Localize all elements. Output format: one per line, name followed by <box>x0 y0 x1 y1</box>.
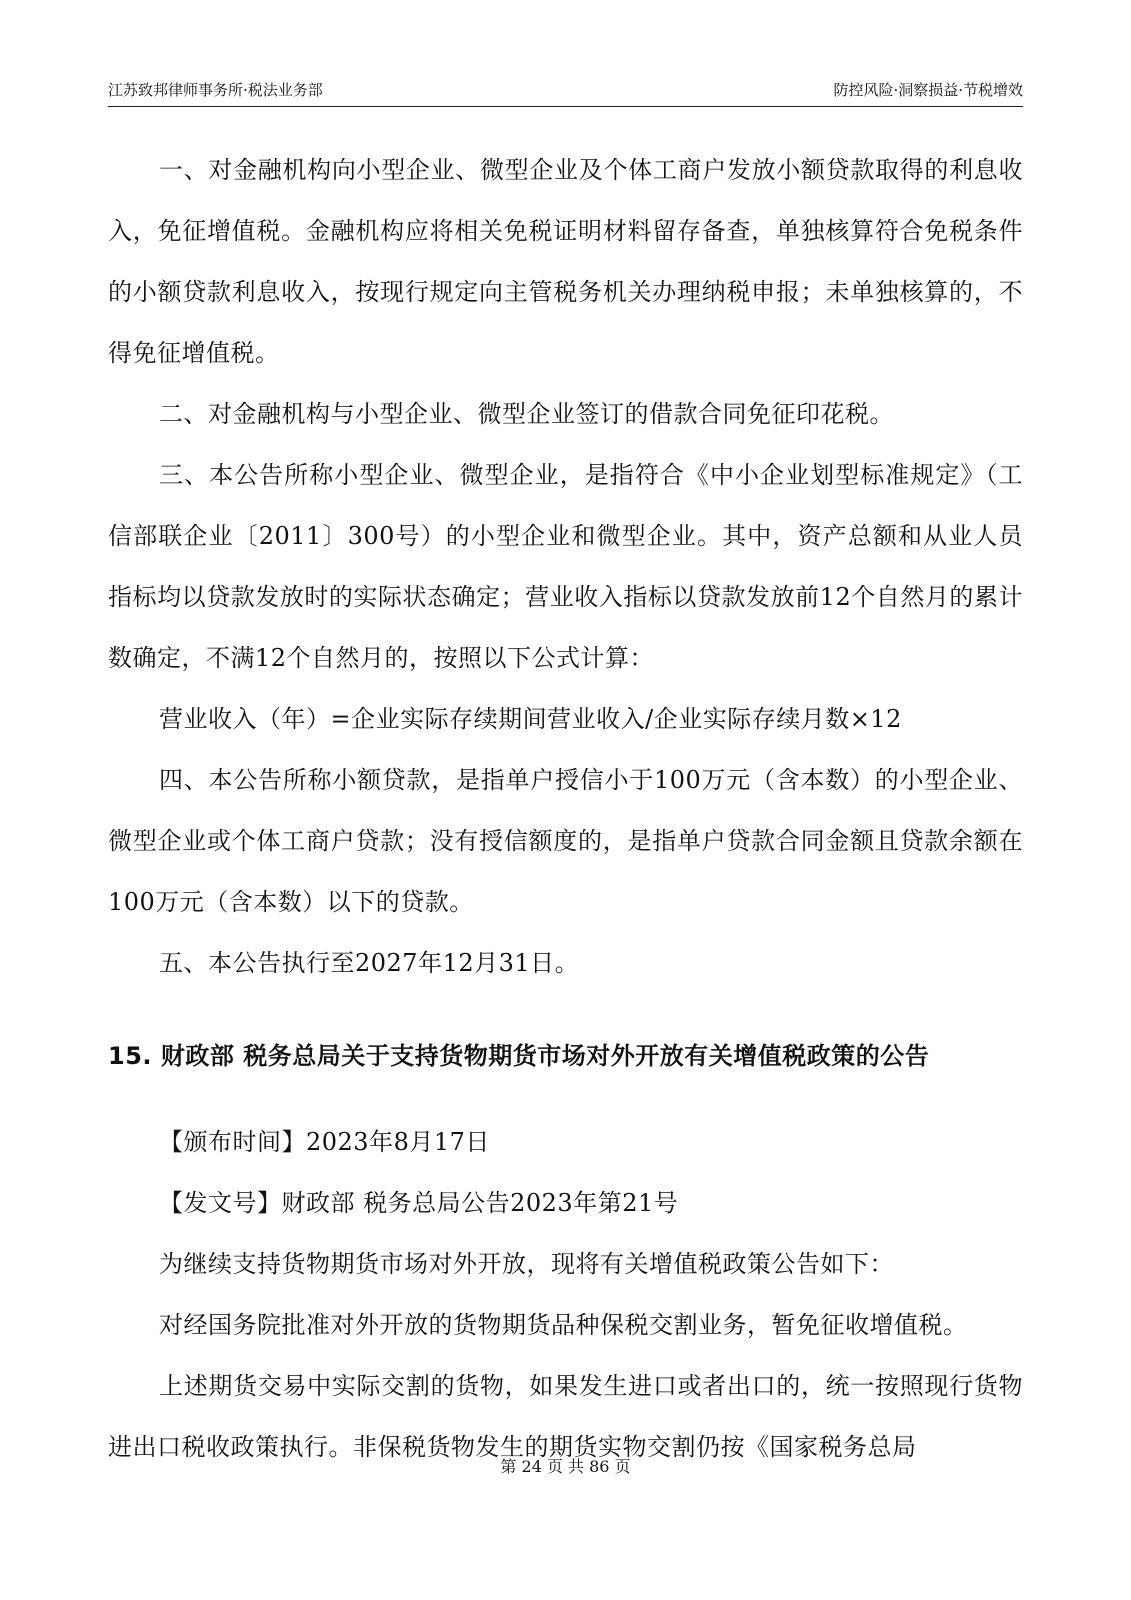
paragraph-1: 一、对金融机构向小型企业、微型企业及个体工商户发放小额贷款取得的利息收入，免征增值税。金融机构应将相关免税证明材料留存备查，单独核算符合免税条件的小额贷款利息收入，按现行规定向主管税务机关办理纳税申报；未单独核算的，不得免征增值税。 <box>108 156 1023 367</box>
formula-line: 营业收入（年）=企业实际存续期间营业收入/企业实际存续月数×12 <box>159 705 902 733</box>
page-footer: 第 24 页 共 86 页 <box>500 1457 631 1476</box>
paragraph-intro: 为继续支持货物期货市场对外开放，现将有关增值税政策公告如下： <box>159 1250 894 1278</box>
paragraph-4: 四、本公告所称小额贷款，是指单户授信小于100万元（含本数）的小型企业、微型企业或个体工商户贷款；没有授信额度的，是指单户贷款合同金额且贷款余额在100万元（含本数）以下的贷款。 <box>108 766 1023 916</box>
paragraph-delivery: 上述期货交易中实际交割的货物，如果发生进口或者出口的，统一按照现行货物进出口税收政策执行。非保税货物发生的期货实物交割仍按《国家税务总局 <box>108 1372 1023 1461</box>
issue-date: 【颁布时间】2023年8月17日 <box>159 1128 490 1156</box>
paragraph-5: 五、本公告执行至2027年12月31日。 <box>159 949 580 977</box>
document-body <box>108 140 1023 1478</box>
page-header <box>108 78 1023 107</box>
header-firm-name: 江苏致邦律师事务所·税法业务部 <box>108 81 323 99</box>
paragraph-2: 二、对金融机构与小型企业、微型企业签订的借款合同免征印花税。 <box>159 400 894 428</box>
header-slogan: 防控风险·洞察损益·节税增效 <box>833 81 1023 99</box>
paragraph-exemption: 对经国务院批准对外开放的货物期货品种保税交割业务，暂免征收增值税。 <box>159 1311 968 1339</box>
document-number: 【发文号】财政部 税务总局公告2023年第21号 <box>159 1189 679 1217</box>
paragraph-3: 三、本公告所称小型企业、微型企业，是指符合《中小企业划型标准规定》（工信部联企业〔2011〕300号）的小型企业和微型企业。其中，资产总额和从业人员指标均以贷款发放时的实际状态确定；营业收入指标以贷款发放前12个自然月的累计数确定，不满12个自然月的，按照以下公式计算： <box>108 461 1023 672</box>
section-heading: 15. 财政部 税务总局关于支持货物期货市场对外开放有关增值税政策的公告 <box>108 1042 930 1070</box>
